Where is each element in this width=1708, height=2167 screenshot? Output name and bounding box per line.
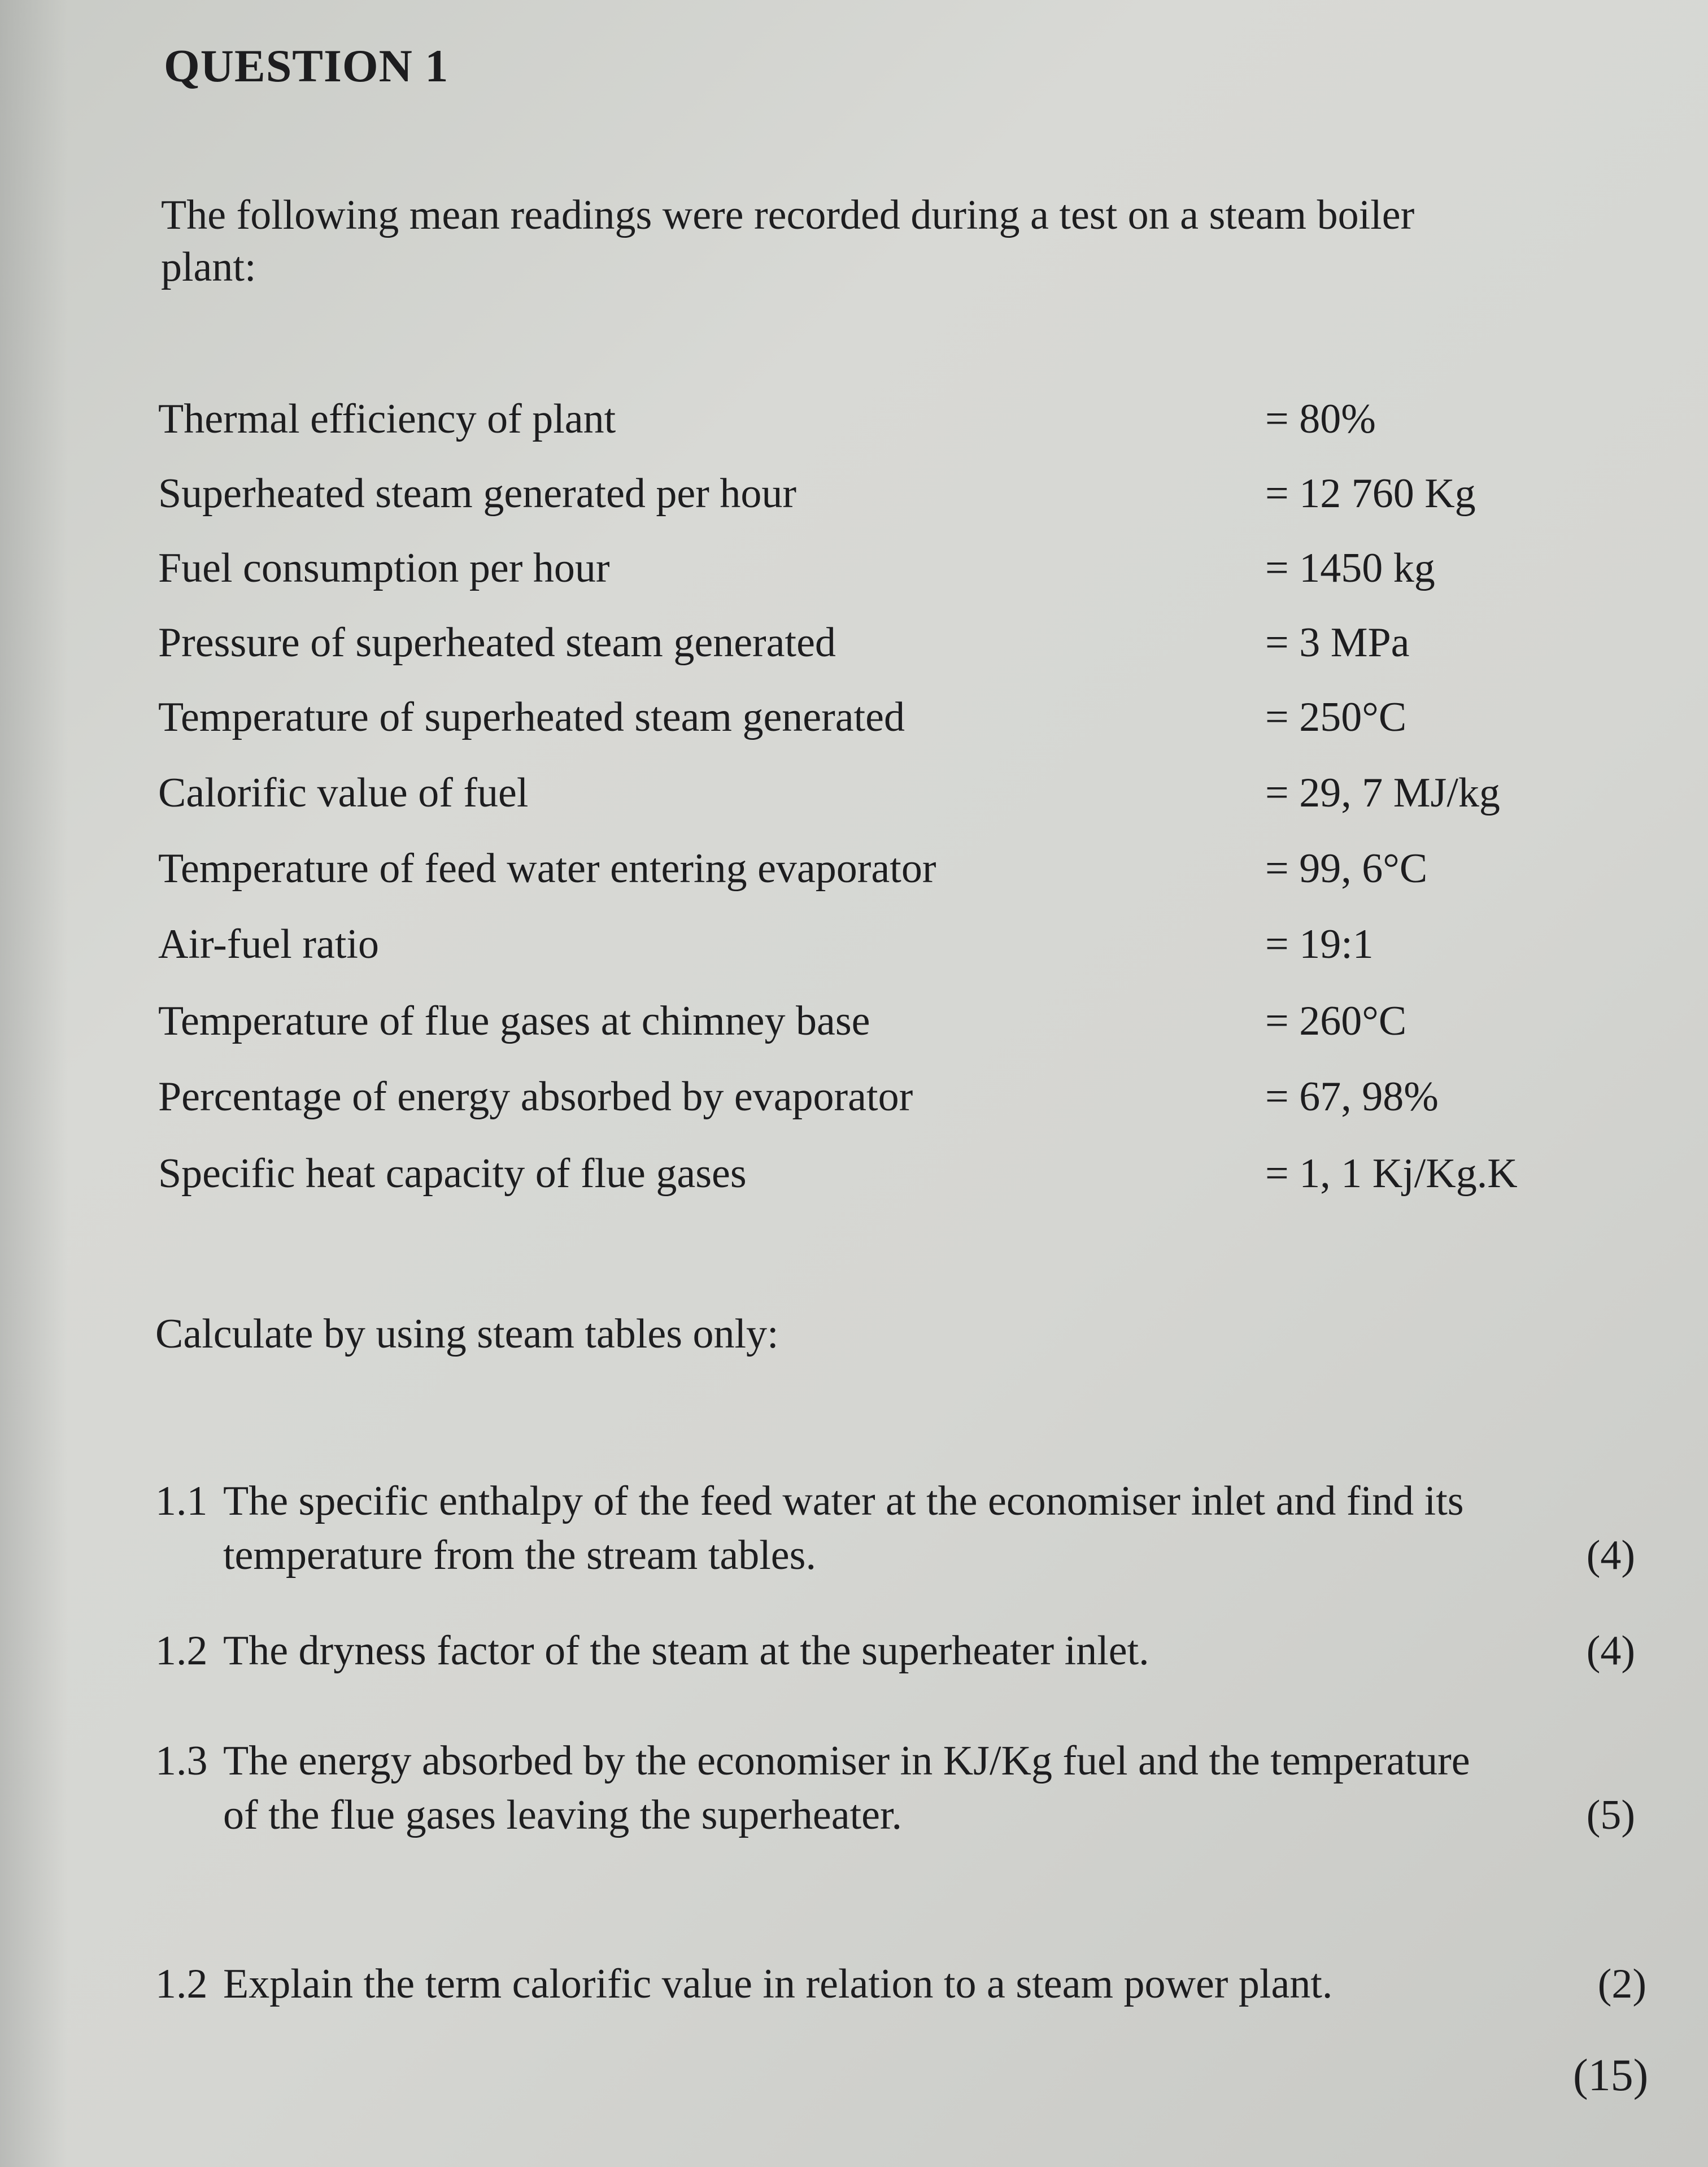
- reading-row: [0, 1073, 1708, 1130]
- question-item: [155, 1957, 1646, 2011]
- reading-row: [0, 769, 1708, 826]
- reading-label: Thermal efficiency of plant: [158, 396, 616, 442]
- reading-value: = 1, 1 Kj/Kg.K: [1265, 1150, 1518, 1197]
- intro-text: The following mean readings were recorded during a test on a steam boiler plant:: [161, 192, 1415, 290]
- reading-row: [0, 694, 1708, 750]
- question-text-line1: The energy absorbed by the economiser in KJ/Kg fuel and the temperature: [223, 1738, 1470, 1784]
- reading-label: Pressure of superheated steam generated: [158, 620, 836, 666]
- reading-value: = 99, 6°C: [1265, 845, 1428, 892]
- reading-row: [0, 395, 1708, 452]
- question-marks: (2): [1597, 1961, 1646, 2007]
- question-number: 1.2: [155, 1961, 208, 2007]
- question-text-line1: The dryness factor of the steam at the superheater inlet.: [223, 1628, 1149, 1674]
- question-heading: QUESTION 1: [164, 40, 449, 91]
- question-number: 1.3: [155, 1738, 208, 1784]
- reading-value: = 19:1: [1265, 921, 1374, 967]
- reading-value: = 80%: [1265, 396, 1376, 442]
- instruction-text: Calculate by using steam tables only:: [155, 1311, 779, 1357]
- total-marks: (15): [1573, 2051, 1649, 2100]
- reading-value: = 3 MPa: [1265, 620, 1410, 666]
- reading-value: = 260°C: [1265, 998, 1407, 1044]
- reading-label: Air-fuel ratio: [158, 921, 379, 967]
- reading-row: [0, 921, 1708, 977]
- question-text-line1: Explain the term calorific value in relation to a steam power plant.: [223, 1961, 1333, 2007]
- question-text-line2: of the flue gases leaving the superheater.: [223, 1792, 903, 1838]
- question-number: 1.2: [155, 1628, 208, 1674]
- reading-row: [0, 1150, 1708, 1206]
- reading-value: = 29, 7 MJ/kg: [1265, 770, 1500, 816]
- reading-row: [0, 619, 1708, 675]
- question-marks: (5): [1586, 1792, 1635, 1838]
- reading-label: Fuel consumption per hour: [158, 545, 610, 591]
- reading-label: Calorific value of fuel: [158, 770, 529, 816]
- question-marks: (4): [1586, 1532, 1635, 1579]
- question-item: [155, 1474, 1635, 1582]
- reading-row: [0, 845, 1708, 901]
- reading-label: Temperature of feed water entering evaporator: [158, 845, 936, 892]
- reading-value: = 1450 kg: [1265, 545, 1435, 591]
- question-marks: (4): [1586, 1628, 1635, 1674]
- reading-label: Percentage of energy absorbed by evaporator: [158, 1074, 913, 1120]
- question-item: [155, 1734, 1635, 1842]
- question-number: 1.1: [155, 1478, 208, 1524]
- reading-row: [0, 470, 1708, 526]
- reading-value: = 250°C: [1265, 694, 1407, 740]
- question-text-line2: temperature from the stream tables.: [223, 1532, 816, 1579]
- reading-label: Temperature of flue gases at chimney base: [158, 998, 870, 1044]
- reading-row: [0, 544, 1708, 601]
- question-text-line1: The specific enthalpy of the feed water at the economiser inlet and find its: [223, 1478, 1464, 1524]
- reading-row: [0, 997, 1708, 1054]
- reading-label: Superheated steam generated per hour: [158, 470, 797, 517]
- question-item: [155, 1624, 1635, 1678]
- reading-value: = 12 760 Kg: [1265, 470, 1476, 517]
- reading-label: Specific heat capacity of flue gases: [158, 1150, 747, 1197]
- reading-value: = 67, 98%: [1265, 1074, 1439, 1120]
- reading-label: Temperature of superheated steam generated: [158, 694, 905, 740]
